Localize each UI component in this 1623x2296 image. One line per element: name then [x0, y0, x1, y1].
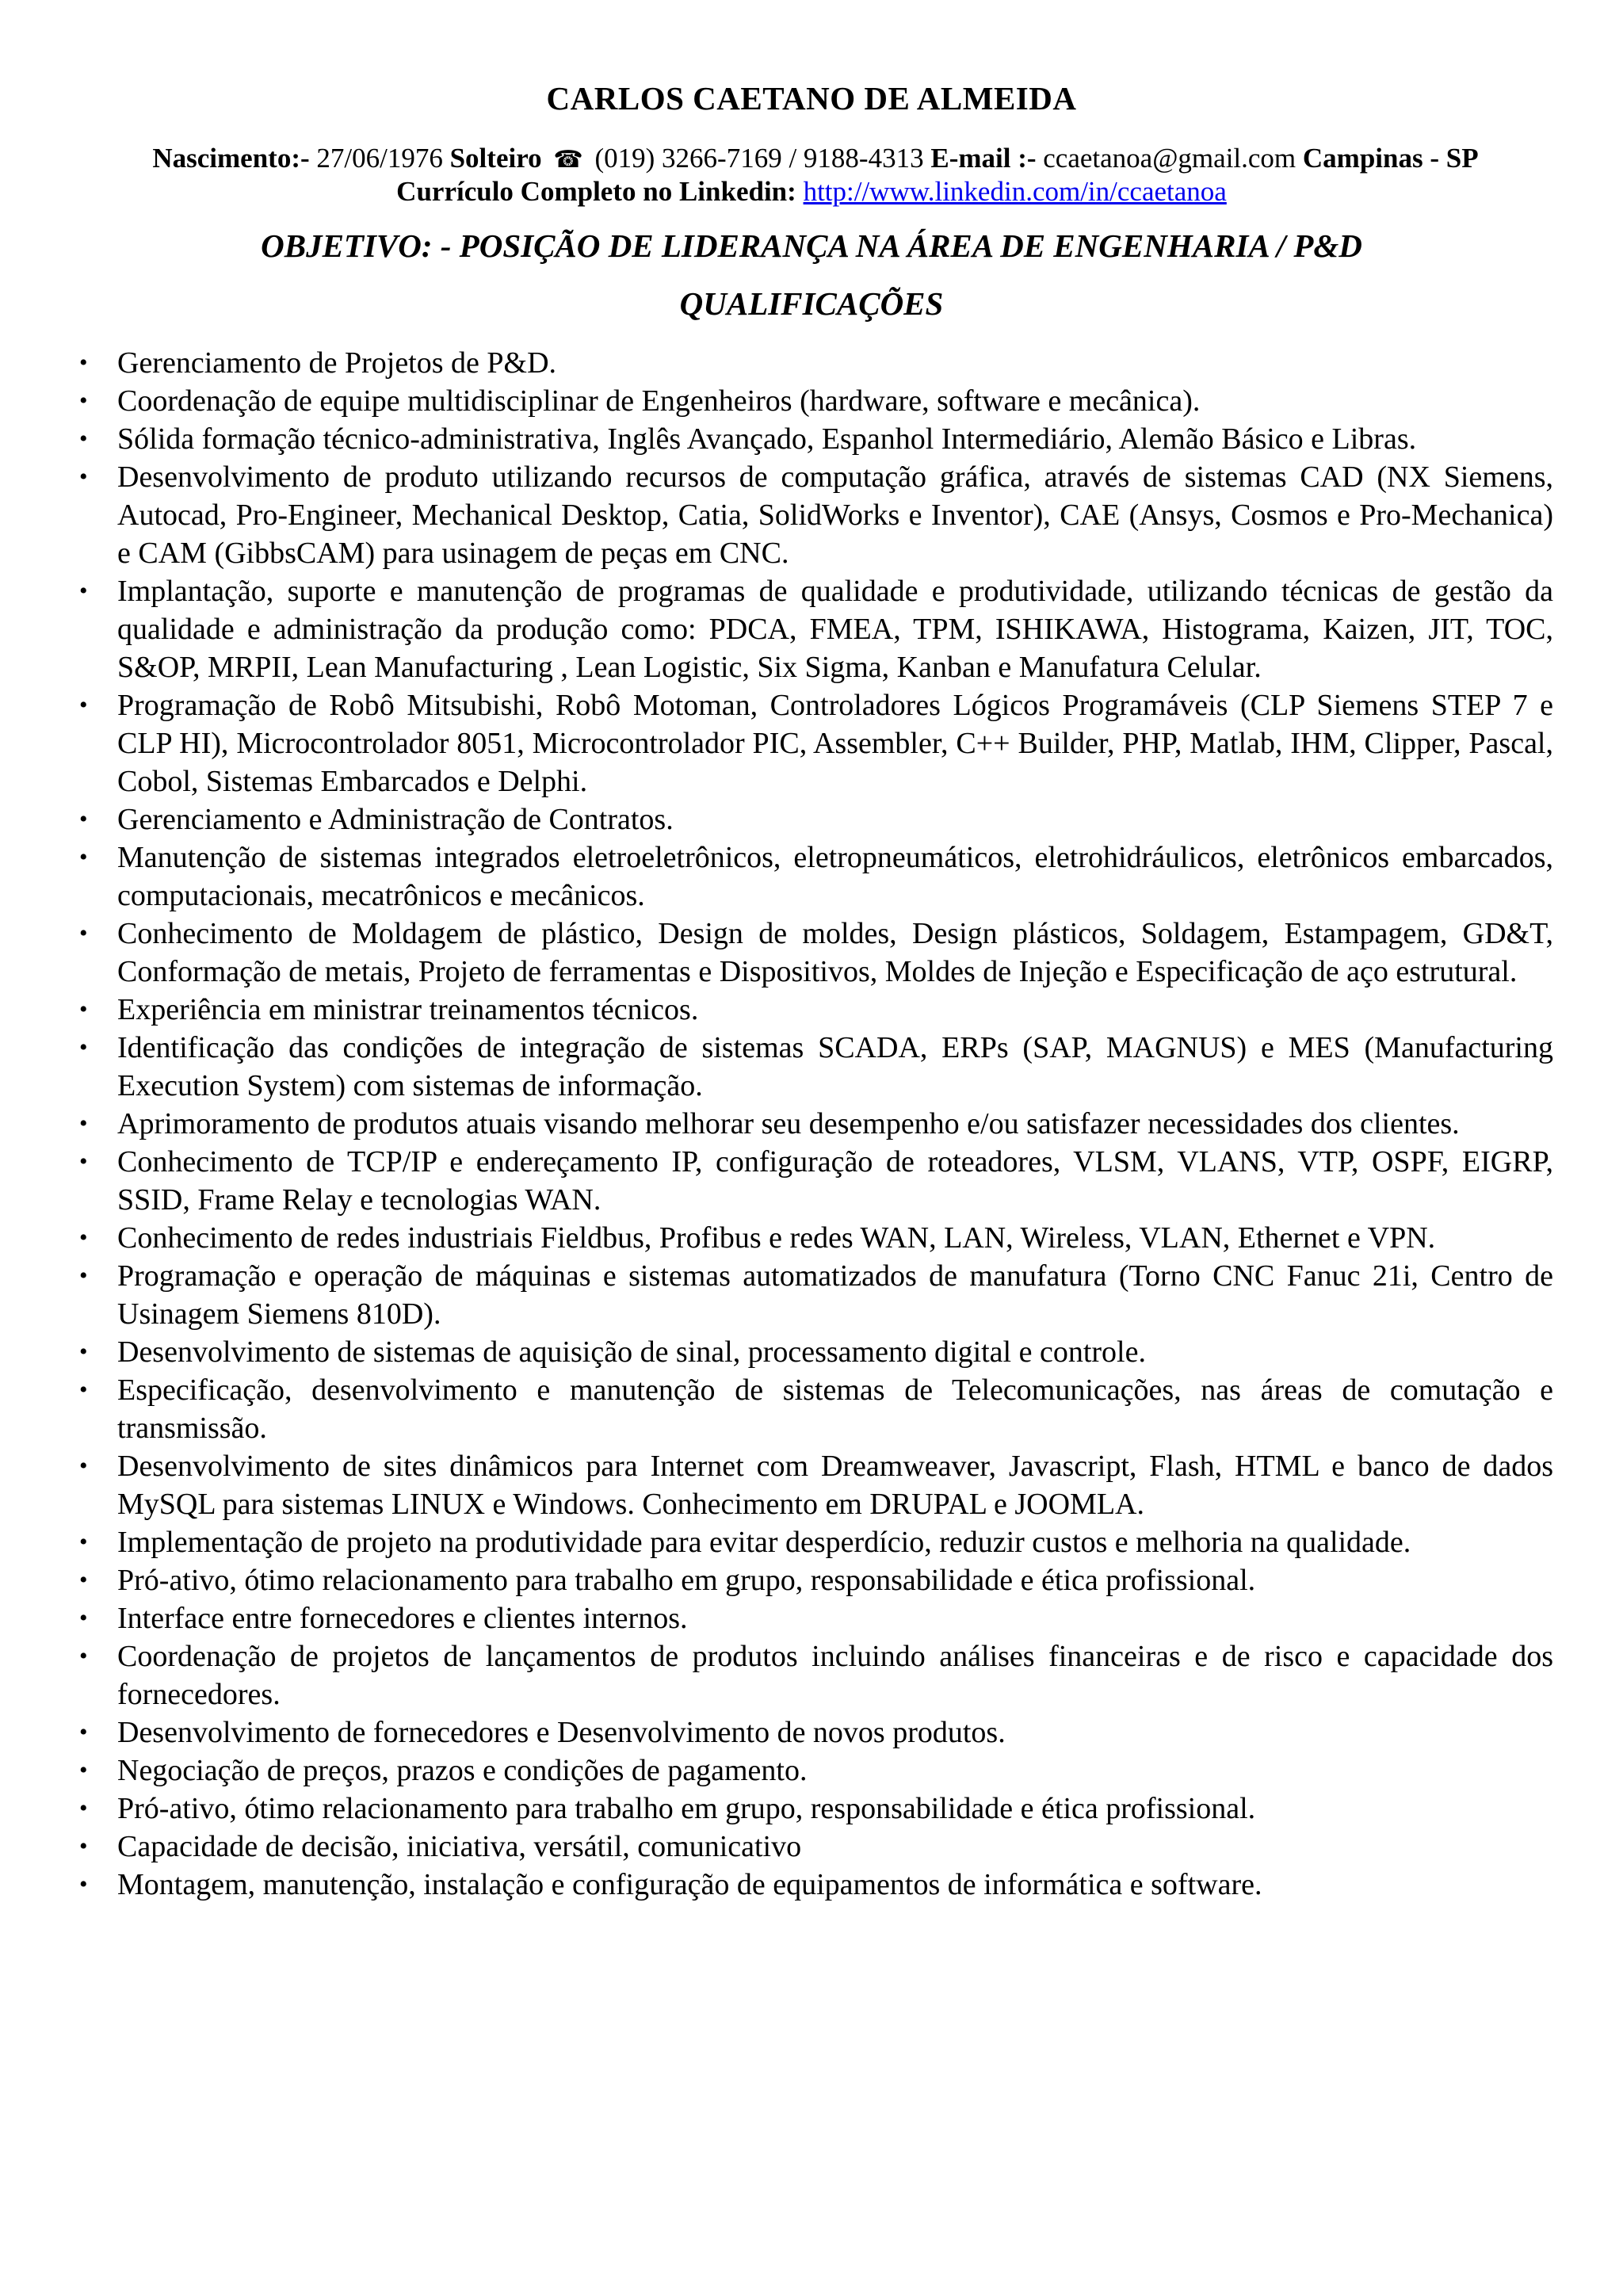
list-item	[76, 572, 1553, 686]
bullet-icon: •	[79, 844, 88, 870]
bullet-icon: •	[79, 806, 88, 832]
bullet-icon: •	[79, 920, 88, 946]
list-item-text: Interface entre fornecedores e clientes internos.	[117, 1602, 688, 1635]
list-item-text: Conhecimento de TCP/IP e endereçamento IP, configuração de roteadores, VLSM, VLANS, VTP, OSPF, EIGRP, SSID, Frame Relay e tecnologias WAN.	[117, 1145, 1553, 1217]
list-item-text: Capacidade de decisão, iniciativa, versátil, comunicativo	[117, 1830, 802, 1863]
bullet-icon: •	[79, 1757, 88, 1783]
list-item	[76, 420, 1553, 458]
list-item-text: Implantação, suporte e manutenção de programas de qualidade e produtividade, utilizando técnicas de gestão da qualidade e administração da produção como: PDCA, FMEA, TPM, ISHIKAWA, Histograma, Kaizen, JIT, TOC, S&OP, MRPII, Lean Manufacturing , Lean Logistic, Six Sigma, Kanban e Manufatura Celular.	[117, 575, 1553, 684]
birth-label: Nascimento:-	[152, 143, 310, 174]
linkedin-line	[0, 174, 1623, 209]
bullet-icon: •	[79, 388, 88, 414]
bullet-icon: •	[79, 1643, 88, 1669]
list-item	[76, 1713, 1553, 1752]
bullet-icon: •	[79, 1605, 88, 1631]
list-item	[76, 1219, 1553, 1257]
bullet-icon: •	[79, 350, 88, 376]
list-item	[76, 1790, 1553, 1828]
candidate-name: CARLOS CAETANO DE ALMEIDA	[546, 80, 1077, 117]
list-item-text: Negociação de preços, prazos e condições de pagamento.	[117, 1754, 808, 1787]
list-item	[76, 991, 1553, 1029]
list-item-text: Conhecimento de Moldagem de plástico, Design de moldes, Design plásticos, Soldagem, Estampagem, GD&T, Conformação de metais, Projeto de ferramentas e Dispositivos, Moldes de Injeção e Especificação de aço estrutural.	[117, 917, 1553, 988]
list-item	[76, 1523, 1553, 1561]
bullet-icon: •	[79, 1148, 88, 1175]
city: Campinas - SP	[1302, 143, 1479, 174]
bullet-icon: •	[79, 1110, 88, 1137]
bullet-icon: •	[79, 1719, 88, 1745]
bullet-icon: •	[79, 1871, 88, 1897]
qualifications-list	[76, 344, 1553, 1904]
list-item-text: Desenvolvimento de fornecedores e Desenvolvimento de novos produtos.	[117, 1716, 1006, 1749]
list-item	[76, 458, 1553, 572]
list-item	[76, 800, 1553, 839]
list-item-text: Experiência em ministrar treinamentos técnicos.	[117, 993, 699, 1026]
list-item	[76, 1561, 1553, 1599]
list-item	[76, 1866, 1553, 1904]
bullet-icon: •	[79, 426, 88, 452]
list-item	[76, 1599, 1553, 1637]
list-item-text: Pró-ativo, ótimo relacionamento para trabalho em grupo, responsabilidade e ética profissional.	[117, 1792, 1256, 1825]
list-item-text: Implementação de projeto na produtividade para evitar desperdício, reduzir custos e melhoria na qualidade.	[117, 1526, 1411, 1559]
list-item-text: Aprimoramento de produtos atuais visando melhorar seu desempenho e/ou satisfazer necessidades dos clientes.	[117, 1107, 1460, 1140]
linkedin-link[interactable]: http://www.linkedin.com/in/ccaetanoa	[803, 176, 1227, 207]
list-item	[76, 1752, 1553, 1790]
list-item	[76, 344, 1553, 382]
list-item	[76, 1371, 1553, 1447]
list-item	[76, 1257, 1553, 1333]
list-item-text: Sólida formação técnico-administrativa, Inglês Avançado, Espanhol Intermediário, Alemão Básico e Libras.	[117, 422, 1417, 456]
bullet-icon: •	[79, 1339, 88, 1365]
objective-heading: OBJETIVO: - POSIÇÃO DE LIDERANÇA NA ÁREA DE ENGENHARIA / P&D	[261, 227, 1362, 264]
list-item-text: Pró-ativo, ótimo relacionamento para trabalho em grupo, responsabilidade e ética profissional.	[117, 1564, 1256, 1597]
list-item	[76, 382, 1553, 420]
list-item-text: Coordenação de equipe multidisciplinar de Engenheiros (hardware, software e mecânica).	[117, 384, 1201, 418]
linkedin-label: Currículo Completo no Linkedin:	[396, 176, 796, 207]
list-item-text: Montagem, manutenção, instalação e configuração de equipamentos de informática e software.	[117, 1868, 1262, 1901]
bullet-icon: •	[79, 1224, 88, 1251]
bullet-icon: •	[79, 1833, 88, 1859]
list-item-text: Identificação das condições de integração de sistemas SCADA, ERPs (SAP, MAGNUS) e MES (Manufacturing Execution System) com sistemas de informação.	[117, 1031, 1553, 1102]
list-item-text: Conhecimento de redes industriais Fieldbus, Profibus e redes WAN, LAN, Wireless, VLAN, Ethernet e VPN.	[117, 1221, 1436, 1255]
list-item-text: Desenvolvimento de produto utilizando recursos de computação gráfica, através de sistemas CAD (NX Siemens, Autocad, Pro-Engineer, Mechanical Desktop, Catia, SolidWorks e Inventor), CAE (Ansys, Cosmos e Pro-Mechanica) e CAM (GibbsCAM) para usinagem de peças em CNC.	[117, 460, 1553, 570]
email-address: ccaetanoa@gmail.com	[1043, 143, 1296, 174]
list-item-text: Desenvolvimento de sistemas de aquisição de sinal, processamento digital e controle.	[117, 1335, 1146, 1369]
bullet-icon: •	[79, 1529, 88, 1555]
list-item-text: Gerenciamento de Projetos de P&D.	[117, 346, 557, 380]
list-item	[76, 1333, 1553, 1371]
list-item-text: Especificação, desenvolvimento e manutenção de sistemas de Telecomunicações, nas áreas de comutação e transmissão.	[117, 1373, 1553, 1445]
qualifications-heading: QUALIFICAÇÕES	[679, 285, 944, 322]
list-item	[76, 839, 1553, 915]
contact-line	[79, 141, 1552, 178]
list-item-text: Coordenação de projetos de lançamentos de produtos incluindo análises financeiras e de risco e capacidade dos fornecedores.	[117, 1640, 1553, 1711]
bullet-icon: •	[79, 1034, 88, 1060]
list-item-text: Programação de Robô Mitsubishi, Robô Motoman, Controladores Lógicos Programáveis (CLP Siemens STEP 7 e CLP HI), Microcontrolador 8051, Microcontrolador PIC, Assembler, C++ Builder, PHP, Matlab, IHM, Clipper, Pascal, Cobol, Sistemas Embarcados e Delphi.	[117, 689, 1553, 798]
list-item	[76, 1447, 1553, 1523]
list-item	[76, 1143, 1553, 1219]
list-item-text: Manutenção de sistemas integrados eletroeletrônicos, eletropneumáticos, eletrohidráulicos, eletrônicos embarcados, computacionais, mecatrônicos e mecânicos.	[117, 841, 1553, 912]
email-label: E-mail :-	[930, 143, 1037, 174]
bullet-icon: •	[79, 1795, 88, 1821]
birth-date: 27/06/1976	[316, 143, 443, 174]
phone-numbers: (019) 3266-7169 / 9188-4313	[594, 143, 924, 174]
list-item	[76, 1637, 1553, 1713]
bullet-icon: •	[79, 1567, 88, 1593]
bullet-icon: •	[79, 692, 88, 718]
list-item-text: Gerenciamento e Administração de Contratos.	[117, 803, 674, 836]
list-item	[76, 1828, 1553, 1866]
list-item	[76, 915, 1553, 991]
bullet-icon: •	[79, 464, 88, 490]
list-item	[76, 686, 1553, 800]
list-item	[76, 1029, 1553, 1105]
bullet-icon: •	[79, 1263, 88, 1289]
marital-status: Solteiro	[449, 143, 542, 174]
list-item-text: Desenvolvimento de sites dinâmicos para Internet com Dreamweaver, Javascript, Flash, HTML e banco de dados MySQL para sistemas LINUX e Windows. Conhecimento em DRUPAL e JOOMLA.	[117, 1450, 1553, 1521]
list-item	[76, 1105, 1553, 1143]
list-item-text: Programação e operação de máquinas e sistemas automatizados de manufatura (Torno CNC Fanuc 21i, Centro de Usinagem Siemens 810D).	[117, 1259, 1553, 1331]
bullet-icon: •	[79, 1377, 88, 1403]
bullet-icon: •	[79, 1453, 88, 1479]
bullet-icon: •	[79, 996, 88, 1022]
telephone-icon: ☎	[553, 147, 583, 173]
bullet-icon: •	[79, 578, 88, 604]
